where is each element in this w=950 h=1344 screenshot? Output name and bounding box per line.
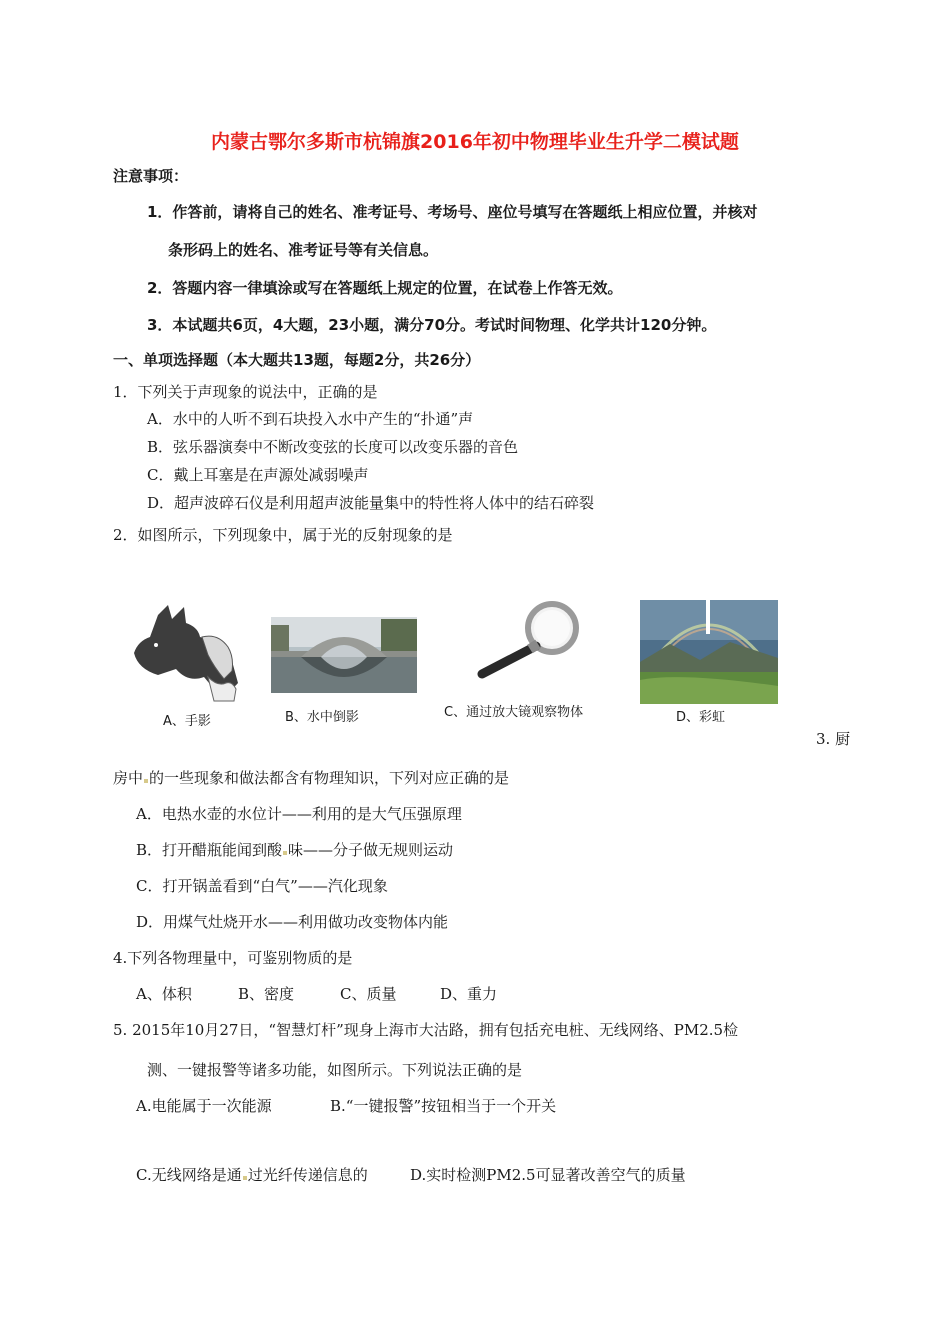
caption-d: D、彩虹 [676,710,726,725]
q5-option-b: B.“一键报警”按钮相当于一个开关 [330,1097,557,1115]
q5-stem-line1: 5. 2015年10月27日，“智慧灯杆”现身上海市大沽路，拥有包括充电桩、无线网络、PM2.5检 [113,1021,739,1039]
rainbow-image [640,600,778,704]
q4-option-a: A、体积 [136,985,192,1003]
q2-stem: 2．如图所示，下列现象中，属于光的反射现象的是 [113,526,453,544]
scan-mark [144,779,148,783]
caption-a: A、手影 [163,714,211,729]
scan-mark [243,1176,247,1180]
q3-option-a: A．电热水壶的水位计——利用的是大气压强原理 [136,805,462,823]
scan-mark [283,851,287,855]
q5-option-c: C.无线网络是通 过光纤传递信息的 [136,1166,368,1184]
q4-option-c: C、质量 [340,985,397,1003]
q1-option-c: C．戴上耳塞是在声源处减弱噪声 [147,466,369,484]
notice-heading: 注意事项： [113,167,189,185]
q4-option-b: B、密度 [238,985,295,1003]
q3-option-b: B．打开醋瓶能闻到酸 味——分子做无规则运动 [136,841,454,859]
hand-shadow-image [128,597,248,707]
notice-item-1-cont: 条形码上的姓名、准考证号等有关信息。 [168,241,439,259]
q1-stem: 1．下列关于声现象的说法中，正确的是 [113,383,378,401]
q3-stem: 房中 的一些现象和做法都含有物理知识，下列对应正确的是 [113,769,510,787]
q3-option-c: C．打开锅盖看到“白气”——汽化现象 [136,877,388,895]
section-heading: 一、单项选择题（本大题共13题，每题2分，共26分） [113,351,481,369]
exam-title: 内蒙古鄂尔多斯市杭锦旗2016年初中物理毕业生升学二模试题 [211,131,739,153]
caption-b: B、水中倒影 [285,710,359,725]
q5-option-d: D.实时检测PM2.5可显著改善空气的质量 [410,1166,686,1184]
q4-stem: 4.下列各物理量中，可鉴别物质的是 [113,949,353,967]
notice-item-1: 1．作答前，请将自己的姓名、准考证号、考场号、座位号填写在答题纸上相应位置，并核对 [147,203,758,221]
magnifier-image [474,598,594,680]
q1-option-a: A．水中的人听不到石块投入水中产生的“扑通”声 [147,410,474,428]
q4-option-d: D、重力 [440,985,498,1003]
q3-option-d: D．用煤气灶烧开水——利用做功改变物体内能 [136,913,449,931]
caption-c: C、通过放大镜观察物体 [444,705,584,720]
q5-option-a: A.电能属于一次能源 [136,1097,272,1115]
q1-option-d: D．超声波碎石仪是利用超声波能量集中的特性将人体中的结石碎裂 [147,494,595,512]
q5-stem-line2: 测、一键报警等诸多功能，如图所示。下列说法正确的是 [147,1061,523,1079]
q1-option-b: B．弦乐器演奏中不断改变弦的长度可以改变乐器的音色 [147,438,519,456]
bridge-reflection-image [271,617,417,693]
notice-item-2: 2．答题内容一律填涂或写在答题纸上规定的位置，在试卷上作答无效。 [147,279,623,297]
q3-number: 3. 厨 [816,730,851,748]
notice-item-3: 3．本试题共6页，4大题，23小题，满分70分。考试时间物理、化学共计120分钟。 [147,316,717,334]
